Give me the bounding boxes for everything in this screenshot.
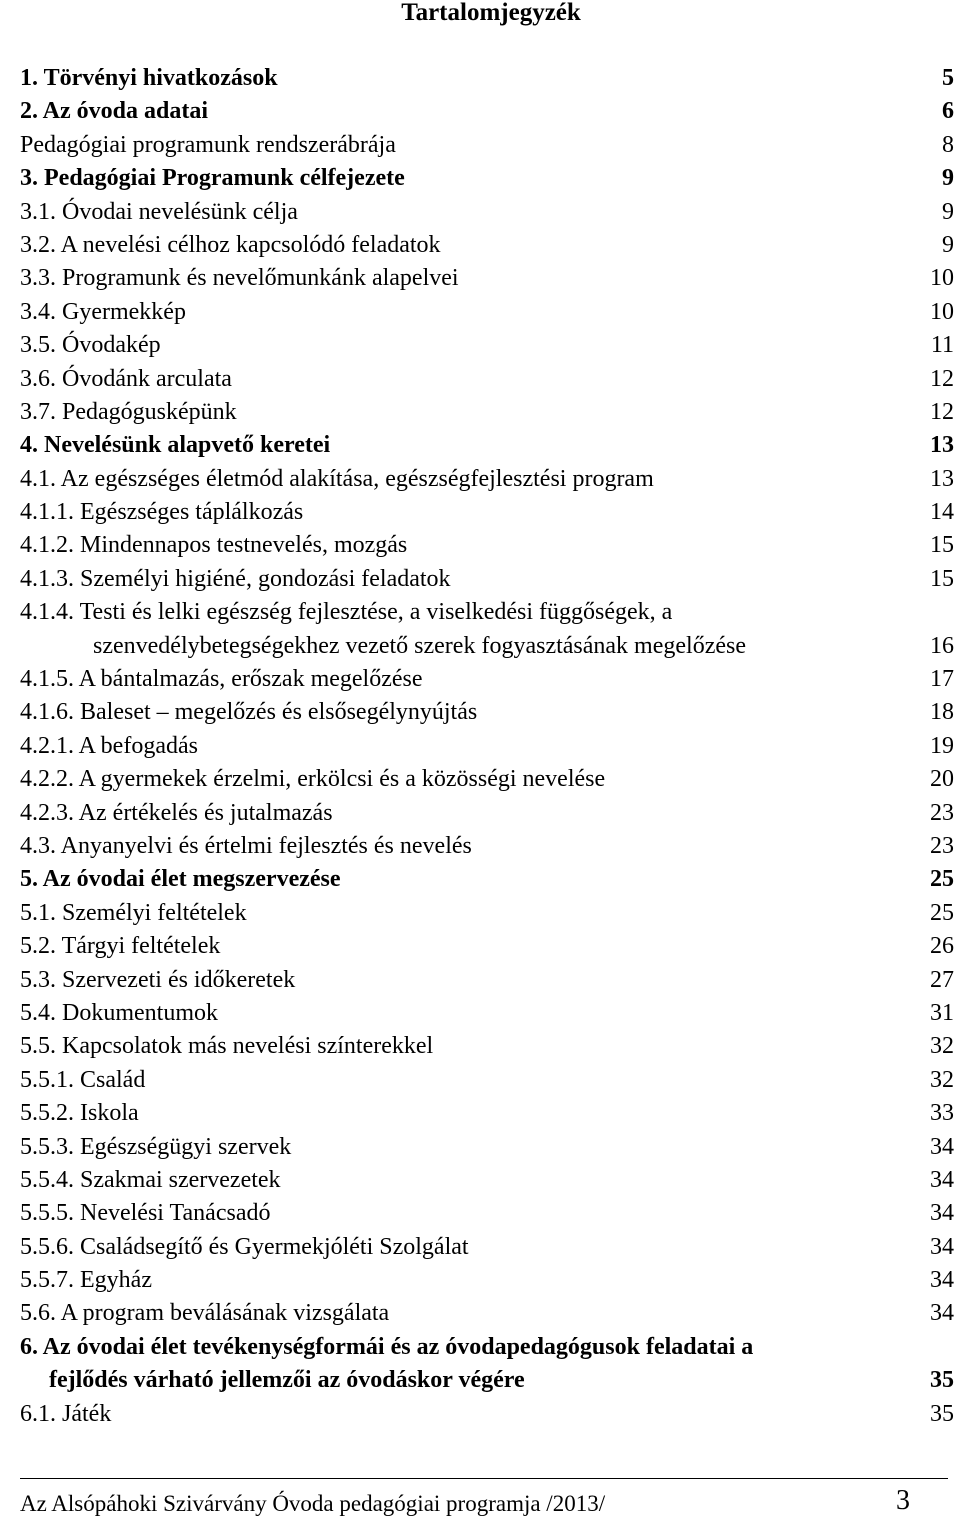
toc-entry[interactable] — [20, 363, 954, 396]
toc-entry-label: 4.1.5. A bántalmazás, erőszak megelőzése — [20, 666, 423, 693]
toc-entry-label: 5.1. Személyi feltételek — [20, 899, 247, 926]
toc-entry[interactable] — [20, 930, 954, 963]
toc-entry-page: 34 — [930, 1300, 954, 1327]
toc-entry-page: 5 — [942, 65, 954, 91]
toc-entry-page: 23 — [930, 833, 954, 859]
toc-entry-page: 17 — [930, 666, 954, 693]
toc-entry[interactable] — [20, 1030, 954, 1063]
toc-entry-label: 4.1.6. Baleset – megelőzés és elsősegélynyújtás — [20, 699, 478, 726]
toc-entry-label: 4.2.3. Az értékelés és jutalmazás — [20, 799, 333, 826]
toc-entry-page: 27 — [930, 966, 954, 993]
toc-entry[interactable] — [20, 1164, 954, 1197]
toc-entry-page: 15 — [930, 565, 954, 592]
toc-entry-label: 5.5.4. Szakmai szervezetek — [20, 1166, 281, 1193]
toc-entry[interactable] — [20, 797, 954, 830]
toc-entry-page: 34 — [930, 1233, 954, 1260]
toc-entry-page: 13 — [930, 432, 954, 459]
toc-entry-label: 5.5.2. Iskola — [20, 1100, 139, 1127]
toc-entry-page: 25 — [930, 866, 954, 893]
toc-entry-page: 34 — [930, 1267, 954, 1294]
toc-entry[interactable] — [20, 663, 954, 696]
toc-entry[interactable] — [20, 429, 954, 462]
toc-entry-page: 35 — [930, 1400, 954, 1427]
toc-entry[interactable] — [20, 1064, 954, 1097]
toc-entry[interactable] — [20, 329, 954, 362]
toc-entry-page: 25 — [930, 899, 954, 926]
toc-entry-label: 5.5.3. Egészségügyi szervek — [20, 1133, 292, 1160]
toc-entry-label: 3.1. Óvodai nevelésünk célja — [20, 198, 298, 225]
table-of-contents — [20, 62, 954, 1431]
toc-entry[interactable] — [20, 1264, 954, 1297]
toc-entry-page: 9 — [942, 231, 954, 258]
toc-entry-page: 23 — [930, 799, 954, 826]
toc-entry-label: 4.2.1. A befogadás — [20, 732, 198, 759]
footer-page-number: 3 — [896, 1485, 910, 1516]
toc-entry-page: 31 — [930, 999, 954, 1026]
toc-entry-label: 3.2. A nevelési célhoz kapcsolódó feladatok — [20, 231, 441, 258]
toc-entry[interactable] — [20, 95, 954, 128]
toc-entry-label: 3.7. Pedagógusképünk — [20, 398, 237, 425]
toc-entry-page: 19 — [930, 732, 954, 759]
toc-entry[interactable] — [20, 1331, 954, 1398]
toc-entry[interactable] — [20, 129, 954, 162]
toc-entry[interactable] — [20, 763, 954, 796]
toc-entry-label-line: szenvedélybetegségekhez vezető szerek fogyasztásának megelőzése — [93, 632, 746, 659]
toc-entry-page: 12 — [930, 398, 954, 425]
toc-entry-label: 5.5.6. Családsegítő és Gyermekjóléti Szolgálat — [20, 1233, 469, 1260]
toc-entry-page: 13 — [930, 465, 954, 492]
toc-entry[interactable] — [20, 1297, 954, 1330]
toc-entry-page: 34 — [930, 1166, 954, 1193]
toc-entry[interactable] — [20, 496, 954, 529]
toc-entry-label-line: fejlődés várható jellemzői az óvodáskor végére — [49, 1367, 525, 1394]
toc-entry-page: 33 — [930, 1100, 954, 1127]
toc-entry[interactable] — [20, 262, 954, 295]
footer-divider — [20, 1478, 948, 1479]
toc-entry-page: 9 — [942, 198, 954, 225]
toc-entry[interactable] — [20, 1231, 954, 1264]
toc-entry-page: 26 — [930, 933, 954, 960]
toc-entry-label: 5. Az óvodai élet megszervezése — [20, 866, 341, 893]
toc-entry[interactable] — [20, 1131, 954, 1164]
toc-entry-label: 5.3. Szervezeti és időkeretek — [20, 966, 296, 993]
toc-entry-label: 4. Nevelésünk alapvető keretei — [20, 432, 331, 459]
toc-entry-label: 5.2. Tárgyi feltételek — [20, 933, 221, 960]
toc-entry-label: 5.6. A program beválásának vizsgálata — [20, 1300, 390, 1327]
footer-text: Az Alsópáhoki Szivárvány Óvoda pedagógiai programja /2013/ — [20, 1491, 606, 1516]
toc-entry-label: 1. Törvényi hivatkozások — [20, 65, 278, 91]
toc-entry-label: 5.5.1. Család — [20, 1066, 146, 1093]
toc-entry-page: 35 — [930, 1367, 954, 1394]
toc-entry-label: 4.3. Anyanyelvi és értelmi fejlesztés és nevelés — [20, 833, 472, 859]
toc-entry-label: 4.1.1. Egészséges táplálkozás — [20, 499, 304, 526]
toc-entry-label: 3.4. Gyermekkép — [20, 298, 186, 325]
toc-entry-label: 2. Az óvoda adatai — [20, 98, 209, 125]
toc-entry-label: 3.6. Óvodánk arculata — [20, 365, 232, 392]
toc-entry-page: 10 — [930, 298, 954, 325]
toc-entry-page: 20 — [930, 766, 954, 793]
toc-entry-label: 4.1. Az egészséges életmód alakítása, egészségfejlesztési program — [20, 465, 654, 492]
toc-entry[interactable] — [20, 997, 954, 1030]
toc-entry[interactable] — [20, 596, 954, 663]
toc-entry-label — [20, 1331, 900, 1398]
toc-entry[interactable] — [20, 696, 954, 729]
toc-entry-page: 6 — [942, 98, 954, 125]
toc-entry[interactable] — [20, 863, 954, 896]
toc-entry-page: 11 — [930, 332, 954, 359]
toc-entry[interactable] — [20, 1197, 954, 1230]
toc-entry-page: 10 — [930, 265, 954, 292]
toc-entry[interactable] — [20, 463, 954, 496]
toc-entry[interactable] — [20, 162, 954, 195]
toc-entry-page: 14 — [930, 499, 954, 526]
toc-entry[interactable] — [20, 196, 954, 229]
toc-entry[interactable] — [20, 563, 954, 596]
toc-entry-page: 34 — [930, 1200, 954, 1227]
toc-entry-label — [20, 596, 900, 663]
toc-entry[interactable] — [20, 229, 954, 262]
toc-entry[interactable] — [20, 296, 954, 329]
toc-entry-label: 4.2.2. A gyermekek érzelmi, erkölcsi és a közösségi nevelése — [20, 766, 606, 793]
toc-entry[interactable] — [20, 1398, 954, 1431]
toc-entry-label: 6.1. Játék — [20, 1400, 112, 1427]
toc-entry-label: 3.5. Óvodakép — [20, 332, 161, 359]
toc-entry-label: 5.5.5. Nevelési Tanácsadó — [20, 1200, 271, 1227]
toc-entry-page: 32 — [930, 1066, 954, 1093]
toc-entry-label-line: 6. Az óvodai élet tevékenységformái és az óvodapedagógusok feladatai a — [20, 1333, 754, 1360]
toc-entry-label: 5.5.7. Egyház — [20, 1267, 152, 1294]
page-title: Tartalomjegyzék — [401, 0, 581, 26]
toc-entry[interactable] — [20, 529, 954, 562]
toc-entry-label: 4.1.3. Személyi higiéné, gondozási feladatok — [20, 565, 451, 592]
toc-entry[interactable] — [20, 964, 954, 997]
toc-entry-page: 9 — [942, 165, 954, 192]
toc-entry[interactable] — [20, 62, 954, 95]
toc-entry-label: 5.4. Dokumentumok — [20, 999, 218, 1026]
toc-entry[interactable] — [20, 1097, 954, 1130]
toc-entry-page: 34 — [930, 1133, 954, 1160]
toc-entry-page: 15 — [930, 532, 954, 559]
toc-entry-page: 18 — [930, 699, 954, 726]
toc-entry-page: 16 — [930, 632, 954, 659]
toc-entry[interactable] — [20, 830, 954, 863]
toc-entry-label: 4.1.2. Mindennapos testnevelés, mozgás — [20, 532, 408, 559]
toc-entry-page: 8 — [942, 131, 954, 158]
toc-entry-label: 3. Pedagógiai Programunk célfejezete — [20, 165, 405, 192]
toc-entry-label: 3.3. Programunk és nevelőmunkánk alapelvei — [20, 265, 459, 292]
toc-entry-label: Pedagógiai programunk rendszerábrája — [20, 131, 396, 158]
toc-entry-page: 12 — [930, 365, 954, 392]
toc-entry[interactable] — [20, 396, 954, 429]
toc-entry-label: 5.5. Kapcsolatok más nevelési színterekkel — [20, 1033, 434, 1060]
toc-entry-label-line: 4.1.4. Testi és lelki egészség fejlesztése, a viselkedési függőségek, a — [20, 599, 673, 626]
toc-entry[interactable] — [20, 730, 954, 763]
toc-entry[interactable] — [20, 897, 954, 930]
toc-entry-page: 32 — [930, 1033, 954, 1060]
